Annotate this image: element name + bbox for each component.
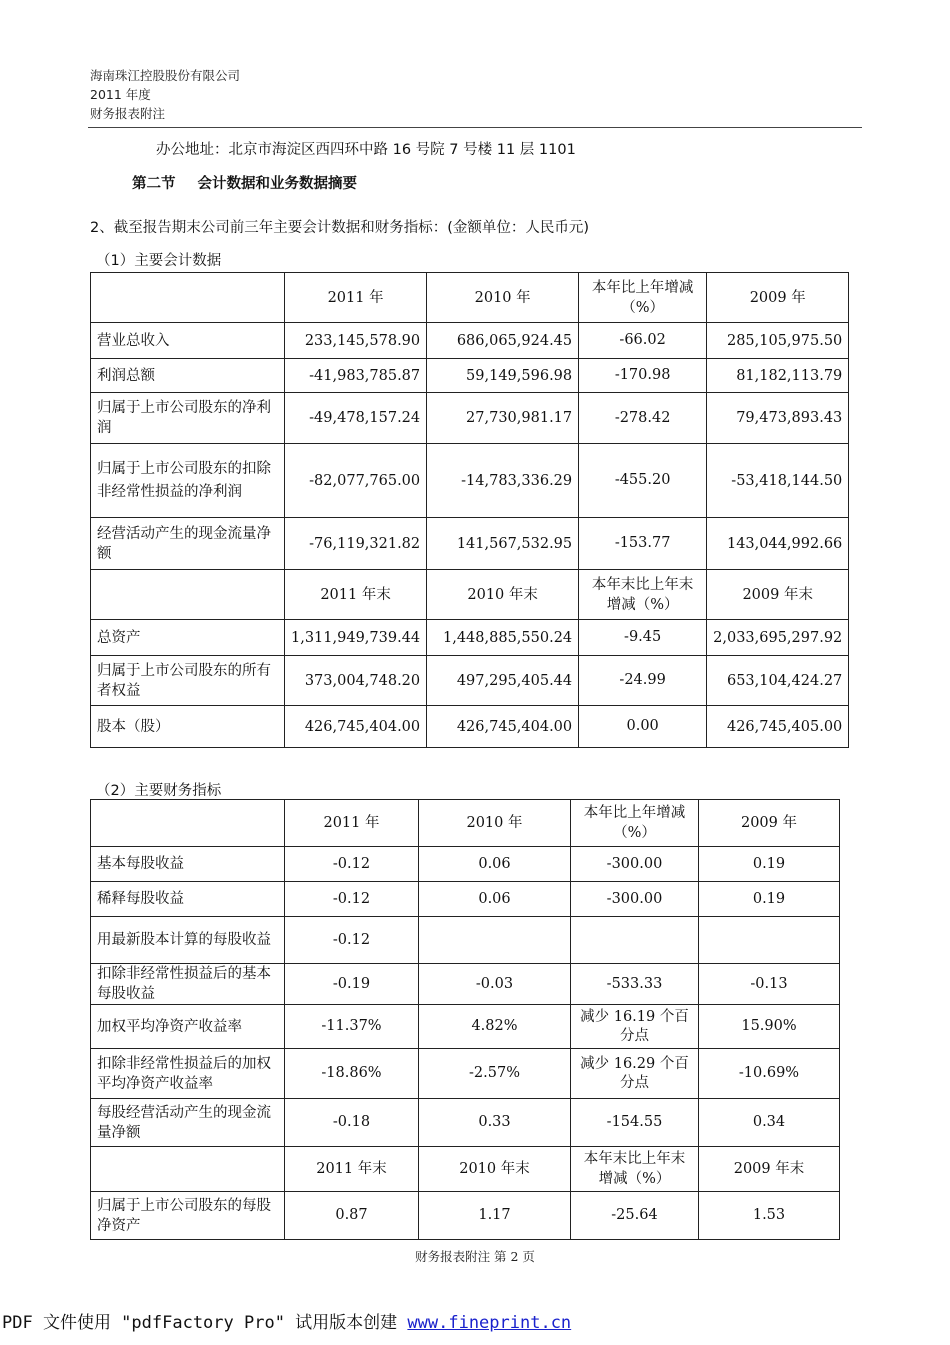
cell-value: 497,295,405.44 xyxy=(427,656,579,706)
header-cell: 2009 年 xyxy=(699,800,840,847)
cell-value: -49,478,157.24 xyxy=(285,393,427,444)
cell-value: -66.02 xyxy=(579,323,707,359)
cell-value: -0.19 xyxy=(285,964,419,1005)
cell-value: 79,473,893.43 xyxy=(707,393,849,444)
cell-value: -0.12 xyxy=(285,847,419,882)
table-subheader-row xyxy=(91,1147,840,1192)
cell-value: 686,065,924.45 xyxy=(427,323,579,359)
section-title: 会计数据和业务数据摘要 xyxy=(197,176,357,192)
cell-value: 233,145,578.90 xyxy=(285,323,427,359)
header-cell: 2010 年末 xyxy=(419,1147,571,1192)
cell-value: 4.82% xyxy=(419,1005,571,1049)
office-address: 办公地址：北京市海淀区西四环中路 16 号院 7 号楼 11 层 1101 xyxy=(156,142,576,158)
cell-value: 0.19 xyxy=(699,847,840,882)
cell-value: 0.00 xyxy=(579,706,707,748)
table-row xyxy=(91,1192,840,1240)
cell-value: -2.57% xyxy=(419,1049,571,1099)
document-type: 财务报表附注 xyxy=(90,106,166,121)
row-label: 归属于上市公司股东的净利润 xyxy=(91,393,285,444)
table-row xyxy=(91,847,840,882)
header-divider xyxy=(88,127,862,128)
cell-value: -154.55 xyxy=(571,1099,699,1147)
financial-indicators-table xyxy=(90,799,840,1240)
pdf-note-text: PDF 文件使用 "pdfFactory Pro" 试用版本创建 xyxy=(2,1313,408,1333)
table-row xyxy=(91,882,840,917)
report-year: 2011 年度 xyxy=(90,87,151,102)
cell-value: -10.69% xyxy=(699,1049,840,1099)
header-cell: 2009 年末 xyxy=(699,1147,840,1192)
section-number: 第二节 xyxy=(132,176,176,192)
header-cell: 2011 年末 xyxy=(285,570,427,620)
cell-value xyxy=(571,917,699,964)
cell-value xyxy=(419,917,571,964)
table1-caption: （1）主要会计数据 xyxy=(96,253,222,269)
cell-value: -41,983,785.87 xyxy=(285,359,427,393)
cell-value xyxy=(699,917,840,964)
header-cell xyxy=(91,800,285,847)
header-cell xyxy=(91,1147,285,1192)
cell-value: -300.00 xyxy=(571,882,699,917)
table-row xyxy=(91,656,849,706)
header-cell: 2011 年末 xyxy=(285,1147,419,1192)
cell-value: 0.06 xyxy=(419,882,571,917)
header-cell xyxy=(91,570,285,620)
table-header-row xyxy=(91,800,840,847)
header-cell: 2011 年 xyxy=(285,273,427,323)
row-label: 每股经营活动产生的现金流量净额 xyxy=(91,1099,285,1147)
cell-value: -170.98 xyxy=(579,359,707,393)
header-cell: 2010 年 xyxy=(419,800,571,847)
header-cell: 本年比上年增减（%） xyxy=(571,800,699,847)
accounting-data-table xyxy=(90,272,849,748)
row-label: 归属于上市公司股东的所有者权益 xyxy=(91,656,285,706)
cell-value: 1,448,885,550.24 xyxy=(427,620,579,656)
table-row xyxy=(91,1005,840,1049)
table2-caption: （2）主要财务指标 xyxy=(96,783,222,799)
row-label: 用最新股本计算的每股收益 xyxy=(91,917,285,964)
cell-value: -24.99 xyxy=(579,656,707,706)
header-cell: 2009 年末 xyxy=(707,570,849,620)
cell-value: 0.33 xyxy=(419,1099,571,1147)
table-row xyxy=(91,323,849,359)
table-row xyxy=(91,917,840,964)
row-label: 总资产 xyxy=(91,620,285,656)
table-row xyxy=(91,1049,840,1099)
cell-value: 1.53 xyxy=(699,1192,840,1240)
header-cell: 2010 年末 xyxy=(427,570,579,620)
row-label: 股本（股） xyxy=(91,706,285,748)
cell-value: 81,182,113.79 xyxy=(707,359,849,393)
cell-value: -0.13 xyxy=(699,964,840,1005)
cell-value: -11.37% xyxy=(285,1005,419,1049)
cell-value: 143,044,992.66 xyxy=(707,518,849,570)
cell-value: -0.12 xyxy=(285,882,419,917)
cell-value: -18.86% xyxy=(285,1049,419,1099)
cell-value: 0.06 xyxy=(419,847,571,882)
cell-value: 426,745,405.00 xyxy=(707,706,849,748)
cell-value: -9.45 xyxy=(579,620,707,656)
row-label: 基本每股收益 xyxy=(91,847,285,882)
cell-value: 59,149,596.98 xyxy=(427,359,579,393)
cell-value: -153.77 xyxy=(579,518,707,570)
cell-value: 426,745,404.00 xyxy=(285,706,427,748)
cell-value: 2,033,695,297.92 xyxy=(707,620,849,656)
cell-value: 141,567,532.95 xyxy=(427,518,579,570)
header-cell: 本年末比上年末增减（%） xyxy=(571,1147,699,1192)
header-cell: 2010 年 xyxy=(427,273,579,323)
pdf-creator-note xyxy=(2,1308,571,1333)
cell-value: 0.19 xyxy=(699,882,840,917)
fineprint-link[interactable]: www.fineprint.cn xyxy=(407,1313,572,1333)
cell-value: 1.17 xyxy=(419,1192,571,1240)
page-header xyxy=(90,66,240,123)
header-cell: 2011 年 xyxy=(285,800,419,847)
row-label: 加权平均净资产收益率 xyxy=(91,1005,285,1049)
table-row xyxy=(91,359,849,393)
cell-value: 15.90% xyxy=(699,1005,840,1049)
header-cell: 本年比上年增减（%） xyxy=(579,273,707,323)
table-row xyxy=(91,1099,840,1147)
cell-value: 减少 16.19 个百分点 xyxy=(571,1005,699,1049)
row-label: 利润总额 xyxy=(91,359,285,393)
table-row xyxy=(91,620,849,656)
cell-value: -53,418,144.50 xyxy=(707,444,849,518)
section-heading xyxy=(132,172,357,193)
cell-value: -0.18 xyxy=(285,1099,419,1147)
header-cell: 本年末比上年末增减（%） xyxy=(579,570,707,620)
table-row xyxy=(91,518,849,570)
row-label: 营业总收入 xyxy=(91,323,285,359)
cell-value: 减少 16.29 个百分点 xyxy=(571,1049,699,1099)
cell-value: -76,119,321.82 xyxy=(285,518,427,570)
page-footer: 财务报表附注 第 2 页 xyxy=(415,1249,535,1264)
cell-value: 0.34 xyxy=(699,1099,840,1147)
cell-value: 0.87 xyxy=(285,1192,419,1240)
cell-value: 285,105,975.50 xyxy=(707,323,849,359)
cell-value: 426,745,404.00 xyxy=(427,706,579,748)
table-row xyxy=(91,964,840,1005)
row-label: 归属于上市公司股东的每股净资产 xyxy=(91,1192,285,1240)
cell-value: -82,077,765.00 xyxy=(285,444,427,518)
row-label: 稀释每股收益 xyxy=(91,882,285,917)
table-row xyxy=(91,706,849,748)
cell-value: -533.33 xyxy=(571,964,699,1005)
row-label: 扣除非经常性损益后的基本每股收益 xyxy=(91,964,285,1005)
cell-value: -0.12 xyxy=(285,917,419,964)
intro-paragraph: 2、截至报告期末公司前三年主要会计数据和财务指标：(金额单位：人民币元) xyxy=(90,220,590,236)
table-row xyxy=(91,444,849,518)
cell-value: 1,311,949,739.44 xyxy=(285,620,427,656)
table-subheader-row xyxy=(91,570,849,620)
table-header-row xyxy=(91,273,849,323)
cell-value: 653,104,424.27 xyxy=(707,656,849,706)
cell-value: 373,004,748.20 xyxy=(285,656,427,706)
cell-value: -300.00 xyxy=(571,847,699,882)
company-name: 海南珠江控股股份有限公司 xyxy=(90,68,241,83)
table-row xyxy=(91,393,849,444)
cell-value: -0.03 xyxy=(419,964,571,1005)
cell-value: 27,730,981.17 xyxy=(427,393,579,444)
cell-value: -278.42 xyxy=(579,393,707,444)
header-cell: 2009 年 xyxy=(707,273,849,323)
cell-value: -14,783,336.29 xyxy=(427,444,579,518)
cell-value: -25.64 xyxy=(571,1192,699,1240)
row-label: 归属于上市公司股东的扣除非经常性损益的净利润 xyxy=(91,444,285,518)
row-label: 扣除非经常性损益后的加权平均净资产收益率 xyxy=(91,1049,285,1099)
header-cell xyxy=(91,273,285,323)
row-label: 经营活动产生的现金流量净额 xyxy=(91,518,285,570)
cell-value: -455.20 xyxy=(579,444,707,518)
